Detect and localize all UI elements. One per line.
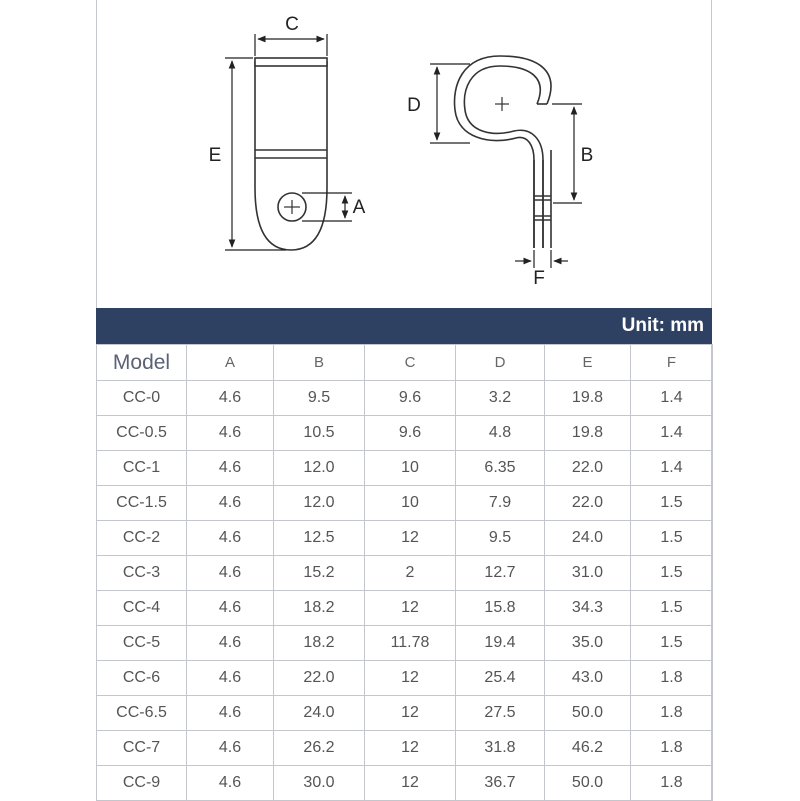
column-header-f: F: [631, 345, 713, 381]
column-header-c: C: [365, 345, 456, 381]
column-header-d: D: [456, 345, 545, 381]
cell-d: 36.7: [456, 766, 545, 801]
table-header-row: [97, 345, 713, 381]
cell-e: 19.8: [545, 381, 631, 416]
table-row: [97, 556, 713, 591]
cell-b: 18.2: [274, 626, 365, 661]
cell-e: 22.0: [545, 486, 631, 521]
cell-f: 1.5: [631, 486, 713, 521]
cell-model: CC-5: [97, 626, 187, 661]
cell-a: 4.6: [187, 381, 274, 416]
label-f: F: [533, 268, 545, 289]
table-row: [97, 661, 713, 696]
cell-c: 12: [365, 521, 456, 556]
cell-model: CC-7: [97, 731, 187, 766]
cell-a: 4.6: [187, 696, 274, 731]
cell-e: 43.0: [545, 661, 631, 696]
cell-c: 12: [365, 731, 456, 766]
cell-d: 25.4: [456, 661, 545, 696]
cell-d: 7.9: [456, 486, 545, 521]
cell-c: 11.78: [365, 626, 456, 661]
cell-c: 12: [365, 696, 456, 731]
cell-a: 4.6: [187, 451, 274, 486]
cell-a: 4.6: [187, 416, 274, 451]
cell-a: 4.6: [187, 521, 274, 556]
column-header-model: Model: [97, 345, 187, 381]
table-row: [97, 451, 713, 486]
cell-c: 10: [365, 486, 456, 521]
cell-c: 2: [365, 556, 456, 591]
cell-a: 4.6: [187, 626, 274, 661]
cell-f: 1.8: [631, 766, 713, 801]
cell-b: 18.2: [274, 591, 365, 626]
cell-e: 35.0: [545, 626, 631, 661]
cell-d: 27.5: [456, 696, 545, 731]
table-row: [97, 731, 713, 766]
cell-model: CC-6.5: [97, 696, 187, 731]
cell-b: 15.2: [274, 556, 365, 591]
cell-a: 4.6: [187, 766, 274, 801]
cell-f: 1.5: [631, 556, 713, 591]
cell-a: 4.6: [187, 556, 274, 591]
cell-e: 50.0: [545, 696, 631, 731]
table-row: [97, 381, 713, 416]
clamp-dimension-diagram: [0, 0, 800, 300]
column-header-e: E: [545, 345, 631, 381]
table-row: [97, 416, 713, 451]
cell-b: 24.0: [274, 696, 365, 731]
cell-b: 12.0: [274, 486, 365, 521]
spec-table: [96, 344, 713, 801]
cell-e: 31.0: [545, 556, 631, 591]
cell-model: CC-1.5: [97, 486, 187, 521]
cell-e: 19.8: [545, 416, 631, 451]
unit-header-bar: [96, 308, 712, 344]
dim-b: [552, 104, 582, 203]
cell-model: CC-1: [97, 451, 187, 486]
dim-f: [515, 250, 568, 268]
table-row: [97, 696, 713, 731]
clamp-top-band: [255, 58, 327, 66]
cell-f: 1.4: [631, 451, 713, 486]
clamp-tail: [534, 150, 551, 248]
cell-f: 1.8: [631, 696, 713, 731]
unit-label: Unit: mm: [621, 315, 704, 336]
cell-b: 10.5: [274, 416, 365, 451]
cell-b: 12.0: [274, 451, 365, 486]
cell-c: 9.6: [365, 416, 456, 451]
table-row: [97, 521, 713, 556]
cell-model: CC-2: [97, 521, 187, 556]
cell-model: CC-0.5: [97, 416, 187, 451]
label-e: E: [208, 145, 222, 166]
cell-d: 15.8: [456, 591, 545, 626]
cell-a: 4.6: [187, 486, 274, 521]
cell-d: 12.7: [456, 556, 545, 591]
label-c: C: [285, 14, 299, 35]
cell-c: 9.6: [365, 381, 456, 416]
cell-a: 4.6: [187, 731, 274, 766]
cell-b: 9.5: [274, 381, 365, 416]
cell-d: 3.2: [456, 381, 545, 416]
table-row: [97, 591, 713, 626]
cell-f: 1.5: [631, 521, 713, 556]
cell-c: 12: [365, 591, 456, 626]
cell-c: 12: [365, 766, 456, 801]
side-view: [455, 56, 551, 248]
diagram-svg: [0, 0, 800, 300]
cell-b: 22.0: [274, 661, 365, 696]
dim-c: [255, 34, 327, 56]
clamp-front-outline: [255, 62, 327, 250]
cell-e: 46.2: [545, 731, 631, 766]
cell-d: 31.8: [456, 731, 545, 766]
cell-f: 1.4: [631, 381, 713, 416]
cell-model: CC-9: [97, 766, 187, 801]
label-d: D: [407, 95, 421, 116]
cell-model: CC-6: [97, 661, 187, 696]
cell-model: CC-3: [97, 556, 187, 591]
cell-b: 12.5: [274, 521, 365, 556]
table-body: [97, 381, 713, 801]
cell-e: 24.0: [545, 521, 631, 556]
table-row: [97, 486, 713, 521]
cell-e: 50.0: [545, 766, 631, 801]
cell-f: 1.5: [631, 591, 713, 626]
label-a: A: [352, 197, 366, 218]
cell-c: 12: [365, 661, 456, 696]
cell-e: 34.3: [545, 591, 631, 626]
table-row: [97, 626, 713, 661]
cell-b: 30.0: [274, 766, 365, 801]
cell-f: 1.8: [631, 661, 713, 696]
cell-f: 1.4: [631, 416, 713, 451]
table-row: [97, 766, 713, 801]
cell-d: 19.4: [456, 626, 545, 661]
cell-model: CC-0: [97, 381, 187, 416]
cell-a: 4.6: [187, 591, 274, 626]
clamp-loop-inner: [464, 66, 543, 248]
label-b: B: [580, 145, 594, 166]
cell-d: 6.35: [456, 451, 545, 486]
cell-model: CC-4: [97, 591, 187, 626]
column-header-a: A: [187, 345, 274, 381]
column-header-b: B: [274, 345, 365, 381]
cell-b: 26.2: [274, 731, 365, 766]
cell-a: 4.6: [187, 661, 274, 696]
cell-d: 9.5: [456, 521, 545, 556]
cell-d: 4.8: [456, 416, 545, 451]
cell-c: 10: [365, 451, 456, 486]
cell-f: 1.8: [631, 731, 713, 766]
cell-f: 1.5: [631, 626, 713, 661]
cell-e: 22.0: [545, 451, 631, 486]
